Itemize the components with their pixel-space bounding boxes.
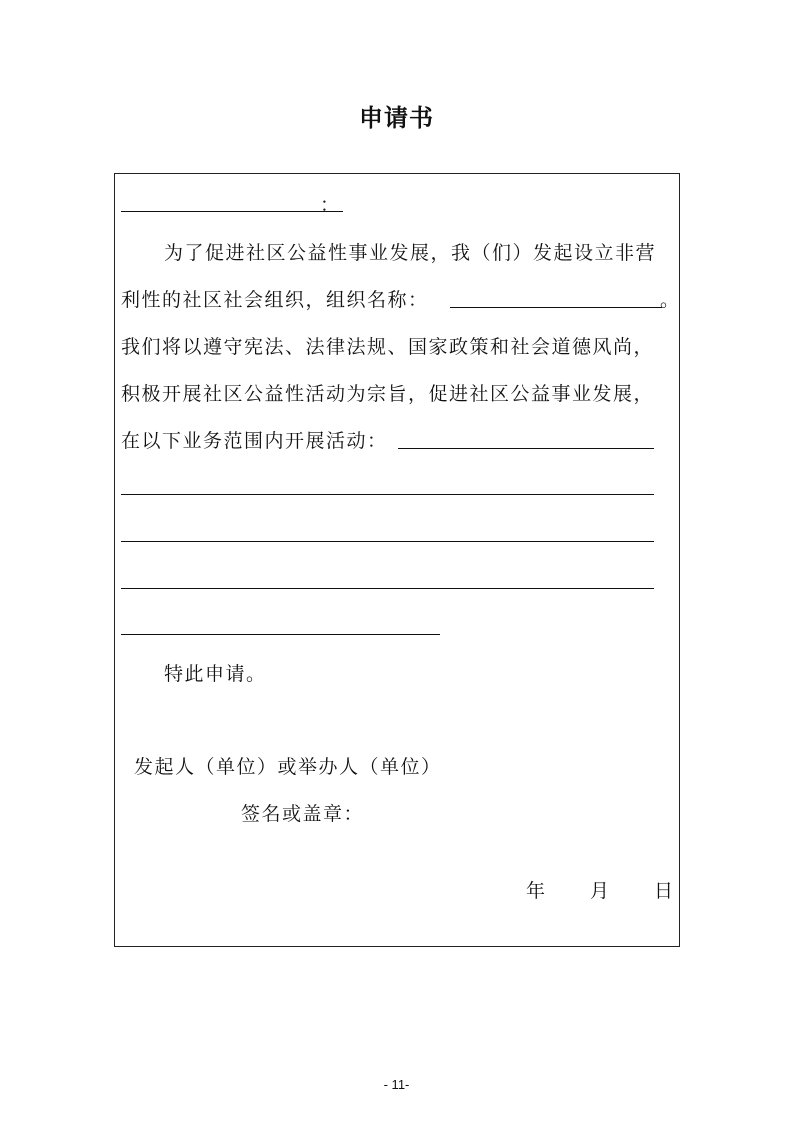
business-scope-blank-line-4 [121, 588, 654, 589]
initiator-label: 发起人（单位）或举办人（单位） [134, 756, 442, 778]
page-number: - 11- [383, 1077, 410, 1092]
closing-text: 特此申请。 [164, 663, 267, 685]
paragraph-line-4: 积极开展社区公益性活动为宗旨，促进社区公益事业发展， [121, 383, 655, 405]
date-month: 月 [590, 880, 611, 902]
page-title: 申请书 [359, 104, 434, 132]
signature-label: 签名或盖章： [241, 803, 365, 825]
addressee-blank-line [121, 211, 343, 212]
business-scope-blank-line-3 [121, 541, 654, 542]
business-scope-blank-line-2 [121, 494, 654, 495]
paragraph-line-2: 利性的社区社会组织，组织名称： [121, 289, 429, 311]
business-scope-blank-line-1 [398, 448, 654, 449]
paragraph-line-5: 在以下业务范围内开展活动： [121, 430, 388, 452]
date-day: 日 [654, 880, 675, 902]
date-year: 年 [526, 880, 547, 902]
addressee-colon: ： [320, 194, 341, 216]
paragraph-line-1: 为了促进社区公益性事业发展，我（们）发起设立非营 [164, 242, 657, 264]
business-scope-blank-line-5 [121, 634, 440, 635]
organization-name-blank-line [450, 307, 662, 308]
paragraph-line-3: 我们将以遵守宪法、法律法规、国家政策和社会道德风尚， [121, 336, 655, 358]
organization-name-end-punct: 。 [660, 289, 681, 311]
